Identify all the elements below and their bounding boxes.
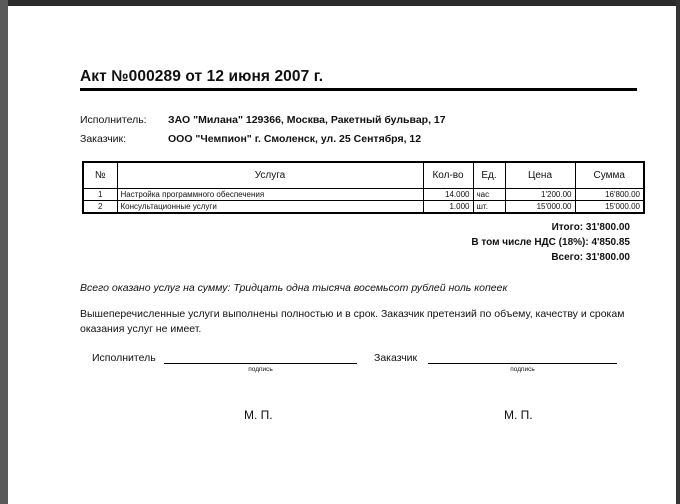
document-title: Акт №000289 от 12 июня 2007 г. xyxy=(80,68,324,85)
table-header-row xyxy=(83,162,644,189)
cell-number: 2 xyxy=(83,201,117,214)
completion-statement: Вышеперечисленные услуги выполнены полностью и в срок. Заказчик претензий по объему, качеству и срокам оказания услуг не имеет. xyxy=(80,308,625,335)
title-underline xyxy=(80,88,637,91)
performer-signature-label: Исполнитель xyxy=(92,352,156,364)
performer-label: Исполнитель: xyxy=(80,114,147,126)
cell-number: 1 xyxy=(83,189,117,201)
performer-stamp-place: М. П. xyxy=(244,408,273,422)
cell-unit: шт. xyxy=(473,201,505,214)
cell-price: 15'000.00 xyxy=(505,201,575,214)
header-quantity: Кол-во xyxy=(423,162,473,189)
performer-signature-caption: подпись xyxy=(248,366,273,373)
sum-in-words: Всего оказано услуг на сумму: Тридцать одна тысяча восемьсот рублей ноль копеек xyxy=(80,282,508,294)
cell-unit: час xyxy=(473,189,505,201)
header-price: Цена xyxy=(505,162,575,189)
performer-value: ЗАО "Милана" 129366, Москва, Ракетный бульвар, 17 xyxy=(168,114,446,126)
cell-service: Консультационные услуги xyxy=(117,201,423,214)
table-row xyxy=(83,189,644,201)
header-number: № xyxy=(83,162,117,189)
header-sum: Сумма xyxy=(575,162,644,189)
table-row xyxy=(83,201,644,214)
document-page xyxy=(8,6,676,504)
cell-service: Настройка программного обеспечения xyxy=(117,189,423,201)
customer-label: Заказчик: xyxy=(80,133,127,145)
cell-sum: 16'800.00 xyxy=(575,189,644,201)
vat-amount: В том числе НДС (18%): 4'850.85 xyxy=(471,237,630,248)
customer-stamp-place: М. П. xyxy=(504,408,533,422)
customer-value: ООО "Чемпион" г. Смоленск, ул. 25 Сентября, 12 xyxy=(168,133,422,145)
header-service: Услуга xyxy=(117,162,423,189)
services-table xyxy=(82,161,645,214)
cell-quantity: 1.000 xyxy=(423,201,473,214)
cell-price: 1'200.00 xyxy=(505,189,575,201)
window-left-border xyxy=(0,0,8,504)
window-right-border xyxy=(676,0,680,504)
cell-sum: 15'000.00 xyxy=(575,201,644,214)
customer-signature-label: Заказчик xyxy=(374,352,418,364)
cell-quantity: 14.000 xyxy=(423,189,473,201)
performer-signature-line xyxy=(164,363,357,364)
header-unit: Ед. xyxy=(473,162,505,189)
customer-signature-line xyxy=(428,363,617,364)
customer-signature-caption: подпись xyxy=(510,366,535,373)
grand-total-amount: Всего: 31'800.00 xyxy=(551,252,630,263)
total-amount: Итого: 31'800.00 xyxy=(551,222,630,233)
